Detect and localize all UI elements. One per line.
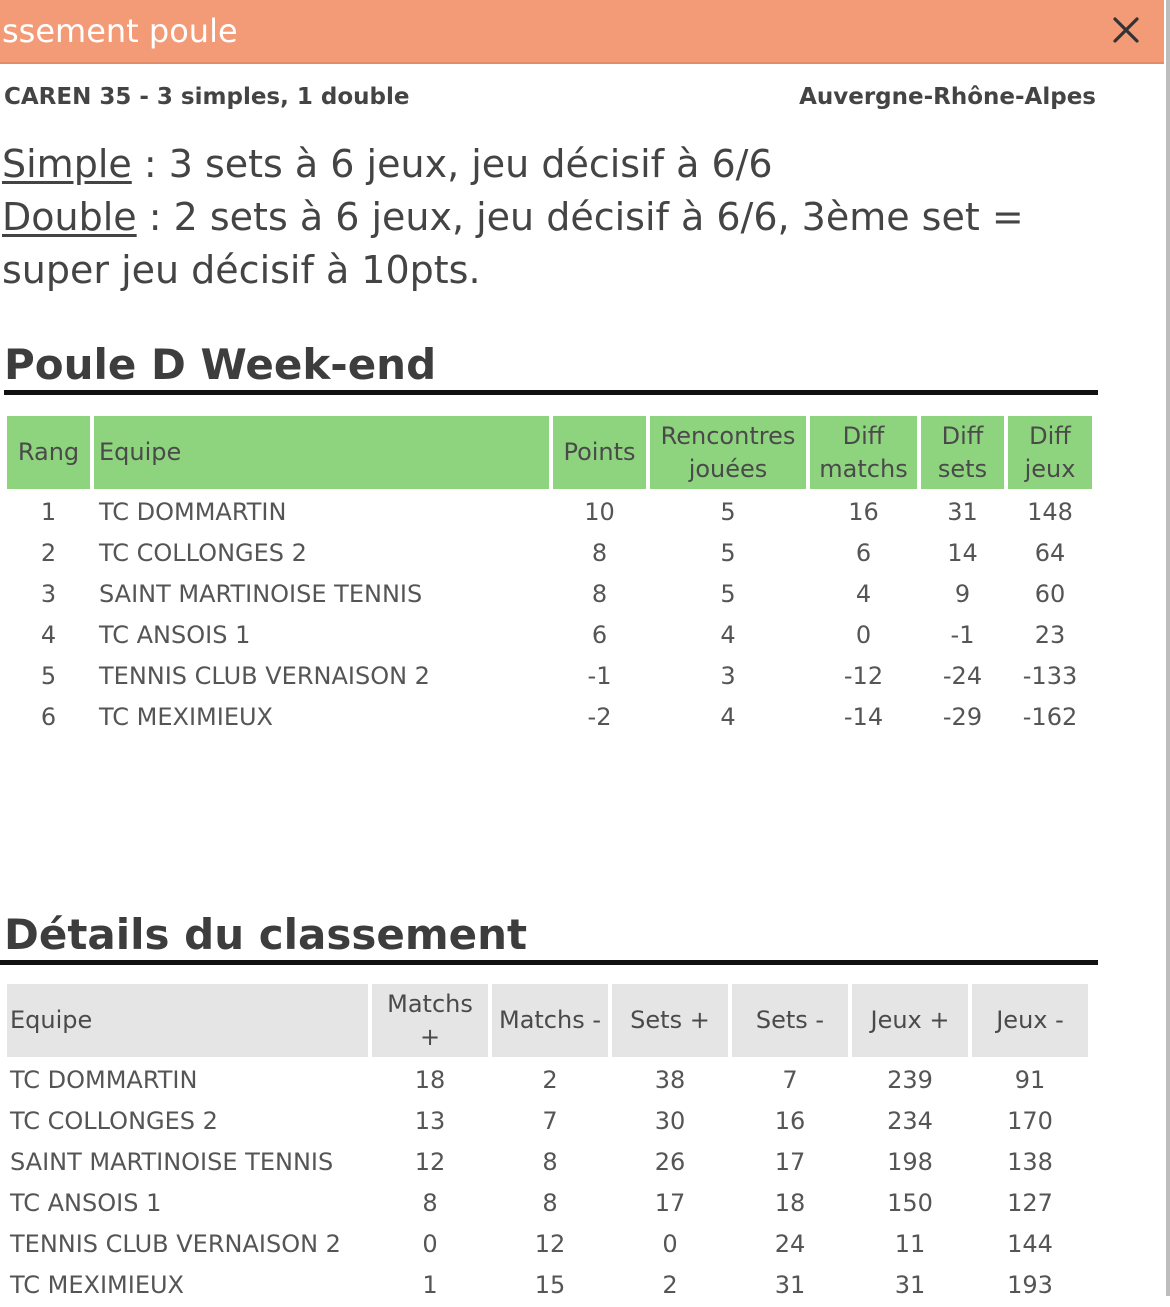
table-row: [7, 657, 1092, 694]
col-diff-jeux-line2: jeux: [1024, 454, 1076, 483]
cell-diff-jeux: 23: [1034, 620, 1066, 649]
cell-equipe: TC DOMMARTIN: [10, 1065, 198, 1094]
cell-equipe: TC MEXIMIEUX: [10, 1270, 184, 1299]
col-diff-matchs-line2: matchs: [819, 454, 908, 483]
col-rencontres[interactable]: [650, 416, 806, 489]
col-equipe[interactable]: Equipe: [94, 416, 549, 489]
cell-matchs-moins: 12: [534, 1229, 566, 1258]
table-row: [7, 1184, 1088, 1221]
col-matchs-plus-line2: +: [419, 1022, 441, 1051]
cell-diff-sets: -24: [942, 661, 983, 690]
cell-points: -1: [587, 661, 612, 690]
cell-sets-plus: 0: [662, 1229, 678, 1258]
cell-equipe: TC DOMMARTIN: [99, 497, 287, 526]
dialog-title: ssement poule: [2, 12, 238, 50]
details-divider: [0, 960, 1098, 965]
cell-rang: 2: [40, 538, 57, 567]
cell-matchs-moins: 15: [534, 1270, 566, 1299]
col-matchs-plus[interactable]: [372, 984, 488, 1057]
rule-double-text: : 2 sets à 6 jeux, jeu décisif à 6/6, 3ème set = super jeu décisif à 10pts.: [2, 195, 1024, 292]
col-diff-matchs[interactable]: [810, 416, 917, 489]
scrollbar-edge: [1166, 0, 1170, 1296]
cell-jeux-plus: 150: [887, 1188, 933, 1217]
col-diff-jeux[interactable]: [1008, 416, 1092, 489]
table-row: [7, 1143, 1088, 1180]
col-diff-jeux-line1: Diff: [1029, 421, 1071, 450]
cell-matchs-plus: 8: [422, 1188, 438, 1217]
details-header-row: [7, 984, 1088, 1057]
cell-rencontres: 5: [720, 538, 736, 567]
table-row: [7, 1102, 1088, 1139]
cell-diff-sets: 14: [947, 538, 978, 567]
details-title: Détails du classement: [4, 910, 528, 959]
table-row: [7, 616, 1092, 653]
cell-matchs-moins: 7: [542, 1106, 558, 1135]
cell-sets-moins: 18: [774, 1188, 806, 1217]
cell-equipe: TENNIS CLUB VERNAISON 2: [99, 661, 430, 690]
cell-matchs-plus: 1: [422, 1270, 438, 1299]
title-bar: [0, 0, 1164, 64]
cell-matchs-moins: 8: [542, 1147, 558, 1176]
cell-rang: 4: [40, 620, 57, 649]
table-row: [7, 534, 1092, 571]
cell-diff-matchs: 16: [848, 497, 879, 526]
col-jeux-moins[interactable]: Jeux -: [972, 984, 1088, 1057]
cell-diff-jeux: 60: [1034, 579, 1066, 608]
cell-jeux-moins: 193: [1007, 1270, 1053, 1299]
ranking-header-row: [7, 416, 1092, 489]
cell-equipe: TENNIS CLUB VERNAISON 2: [10, 1229, 341, 1258]
cell-rencontres: 3: [720, 661, 736, 690]
cell-matchs-plus: 13: [414, 1106, 446, 1135]
cell-sets-plus: 2: [662, 1270, 678, 1299]
cell-rencontres: 5: [720, 497, 736, 526]
col-sets-moins[interactable]: Sets -: [732, 984, 848, 1057]
cell-equipe: TC ANSOIS 1: [10, 1188, 162, 1217]
cell-jeux-moins: 138: [1007, 1147, 1053, 1176]
col-points[interactable]: Points: [553, 416, 646, 489]
table-row: [7, 698, 1092, 735]
cell-matchs-moins: 8: [542, 1188, 558, 1217]
close-icon: [1106, 10, 1146, 50]
col-matchs-moins[interactable]: Matchs -: [492, 984, 608, 1057]
cell-jeux-moins: 170: [1007, 1106, 1053, 1135]
cell-diff-sets: 9: [954, 579, 971, 608]
cell-sets-moins: 31: [774, 1270, 806, 1299]
col-rencontres-line1: Rencontres: [660, 421, 796, 450]
cell-jeux-plus: 198: [887, 1147, 933, 1176]
ranking-divider: [4, 390, 1098, 395]
cell-equipe: TC MEXIMIEUX: [99, 702, 273, 731]
cell-rang: 3: [40, 579, 57, 608]
col-diff-matchs-line1: Diff: [842, 421, 885, 450]
cell-jeux-plus: 234: [887, 1106, 933, 1135]
close-button[interactable]: [1106, 10, 1146, 50]
ranking-title: Poule D Week-end: [4, 340, 437, 389]
col-jeux-plus[interactable]: Jeux +: [852, 984, 968, 1057]
cell-jeux-plus: 239: [887, 1065, 933, 1094]
cell-rencontres: 4: [720, 620, 736, 649]
cell-diff-matchs: 6: [855, 538, 872, 567]
col-matchs-plus-line1: Matchs: [387, 989, 473, 1018]
cell-equipe: TC COLLONGES 2: [10, 1106, 218, 1135]
cell-points: 8: [591, 538, 608, 567]
cell-rang: 6: [40, 702, 57, 731]
cell-sets-moins: 24: [774, 1229, 806, 1258]
cell-jeux-moins: 144: [1007, 1229, 1053, 1258]
rule-double: [2, 191, 1102, 297]
cell-rencontres: 5: [720, 579, 736, 608]
cell-sets-moins: 7: [782, 1065, 798, 1094]
cell-jeux-plus: 11: [894, 1229, 926, 1258]
cell-matchs-moins: 2: [542, 1065, 558, 1094]
cell-sets-moins: 16: [774, 1106, 806, 1135]
cell-sets-plus: 30: [654, 1106, 686, 1135]
cell-diff-sets: -29: [942, 702, 983, 731]
cell-points: -2: [587, 702, 612, 731]
table-row: [7, 1266, 1088, 1303]
cell-diff-sets: 31: [947, 497, 978, 526]
cell-points: 6: [591, 620, 608, 649]
rule-simple: [2, 138, 1102, 191]
cell-equipe: TC ANSOIS 1: [99, 620, 251, 649]
cell-matchs-plus: 0: [422, 1229, 438, 1258]
cell-equipe: SAINT MARTINOISE TENNIS: [10, 1147, 334, 1176]
col-diff-sets-line1: Diff: [941, 421, 984, 450]
cell-diff-matchs: 4: [855, 579, 872, 608]
cell-diff-matchs: -12: [843, 661, 884, 690]
col-rencontres-line2: jouées: [688, 454, 768, 483]
cell-jeux-plus: 31: [894, 1270, 926, 1299]
rule-simple-text: : 3 sets à 6 jeux, jeu décisif à 6/6: [131, 142, 773, 186]
cell-jeux-moins: 91: [1014, 1065, 1046, 1094]
col-diff-sets-line2: sets: [937, 454, 988, 483]
cell-jeux-moins: 127: [1007, 1188, 1053, 1217]
col-equipe[interactable]: Equipe: [7, 984, 368, 1057]
table-row: [7, 493, 1092, 530]
rule-simple-label: Simple: [2, 142, 132, 186]
cell-diff-sets: -1: [950, 620, 975, 649]
cell-matchs-plus: 18: [414, 1065, 446, 1094]
cell-equipe: SAINT MARTINOISE TENNIS: [99, 579, 423, 608]
col-rang[interactable]: Rang: [7, 416, 90, 489]
cell-points: 8: [591, 579, 608, 608]
cell-rang: 1: [40, 497, 57, 526]
rule-double-label: Double: [2, 195, 137, 239]
table-row: [7, 1225, 1088, 1262]
cell-sets-plus: 26: [654, 1147, 686, 1176]
col-diff-sets[interactable]: [921, 416, 1004, 489]
competition-name: CAREN 35 - 3 simples, 1 double: [4, 84, 410, 110]
cell-rang: 5: [40, 661, 57, 690]
cell-diff-jeux: -133: [1022, 661, 1078, 690]
cell-points: 10: [584, 497, 615, 526]
table-row: [7, 1061, 1088, 1098]
cell-rencontres: 4: [720, 702, 736, 731]
col-sets-plus[interactable]: Sets +: [612, 984, 728, 1057]
cell-sets-plus: 38: [654, 1065, 686, 1094]
cell-diff-jeux: 148: [1027, 497, 1073, 526]
ranking-table: [3, 412, 1096, 739]
cell-sets-plus: 17: [654, 1188, 686, 1217]
cell-diff-jeux: 64: [1034, 538, 1066, 567]
cell-diff-matchs: 0: [855, 620, 872, 649]
cell-sets-moins: 17: [774, 1147, 806, 1176]
cell-equipe: TC COLLONGES 2: [99, 538, 307, 567]
details-table: [3, 980, 1092, 1307]
cell-matchs-plus: 12: [414, 1147, 446, 1176]
table-row: [7, 575, 1092, 612]
cell-diff-matchs: -14: [843, 702, 884, 731]
cell-diff-jeux: -162: [1022, 702, 1078, 731]
match-rules: [2, 138, 1102, 297]
competition-region: Auvergne-Rhône-Alpes: [799, 84, 1096, 110]
